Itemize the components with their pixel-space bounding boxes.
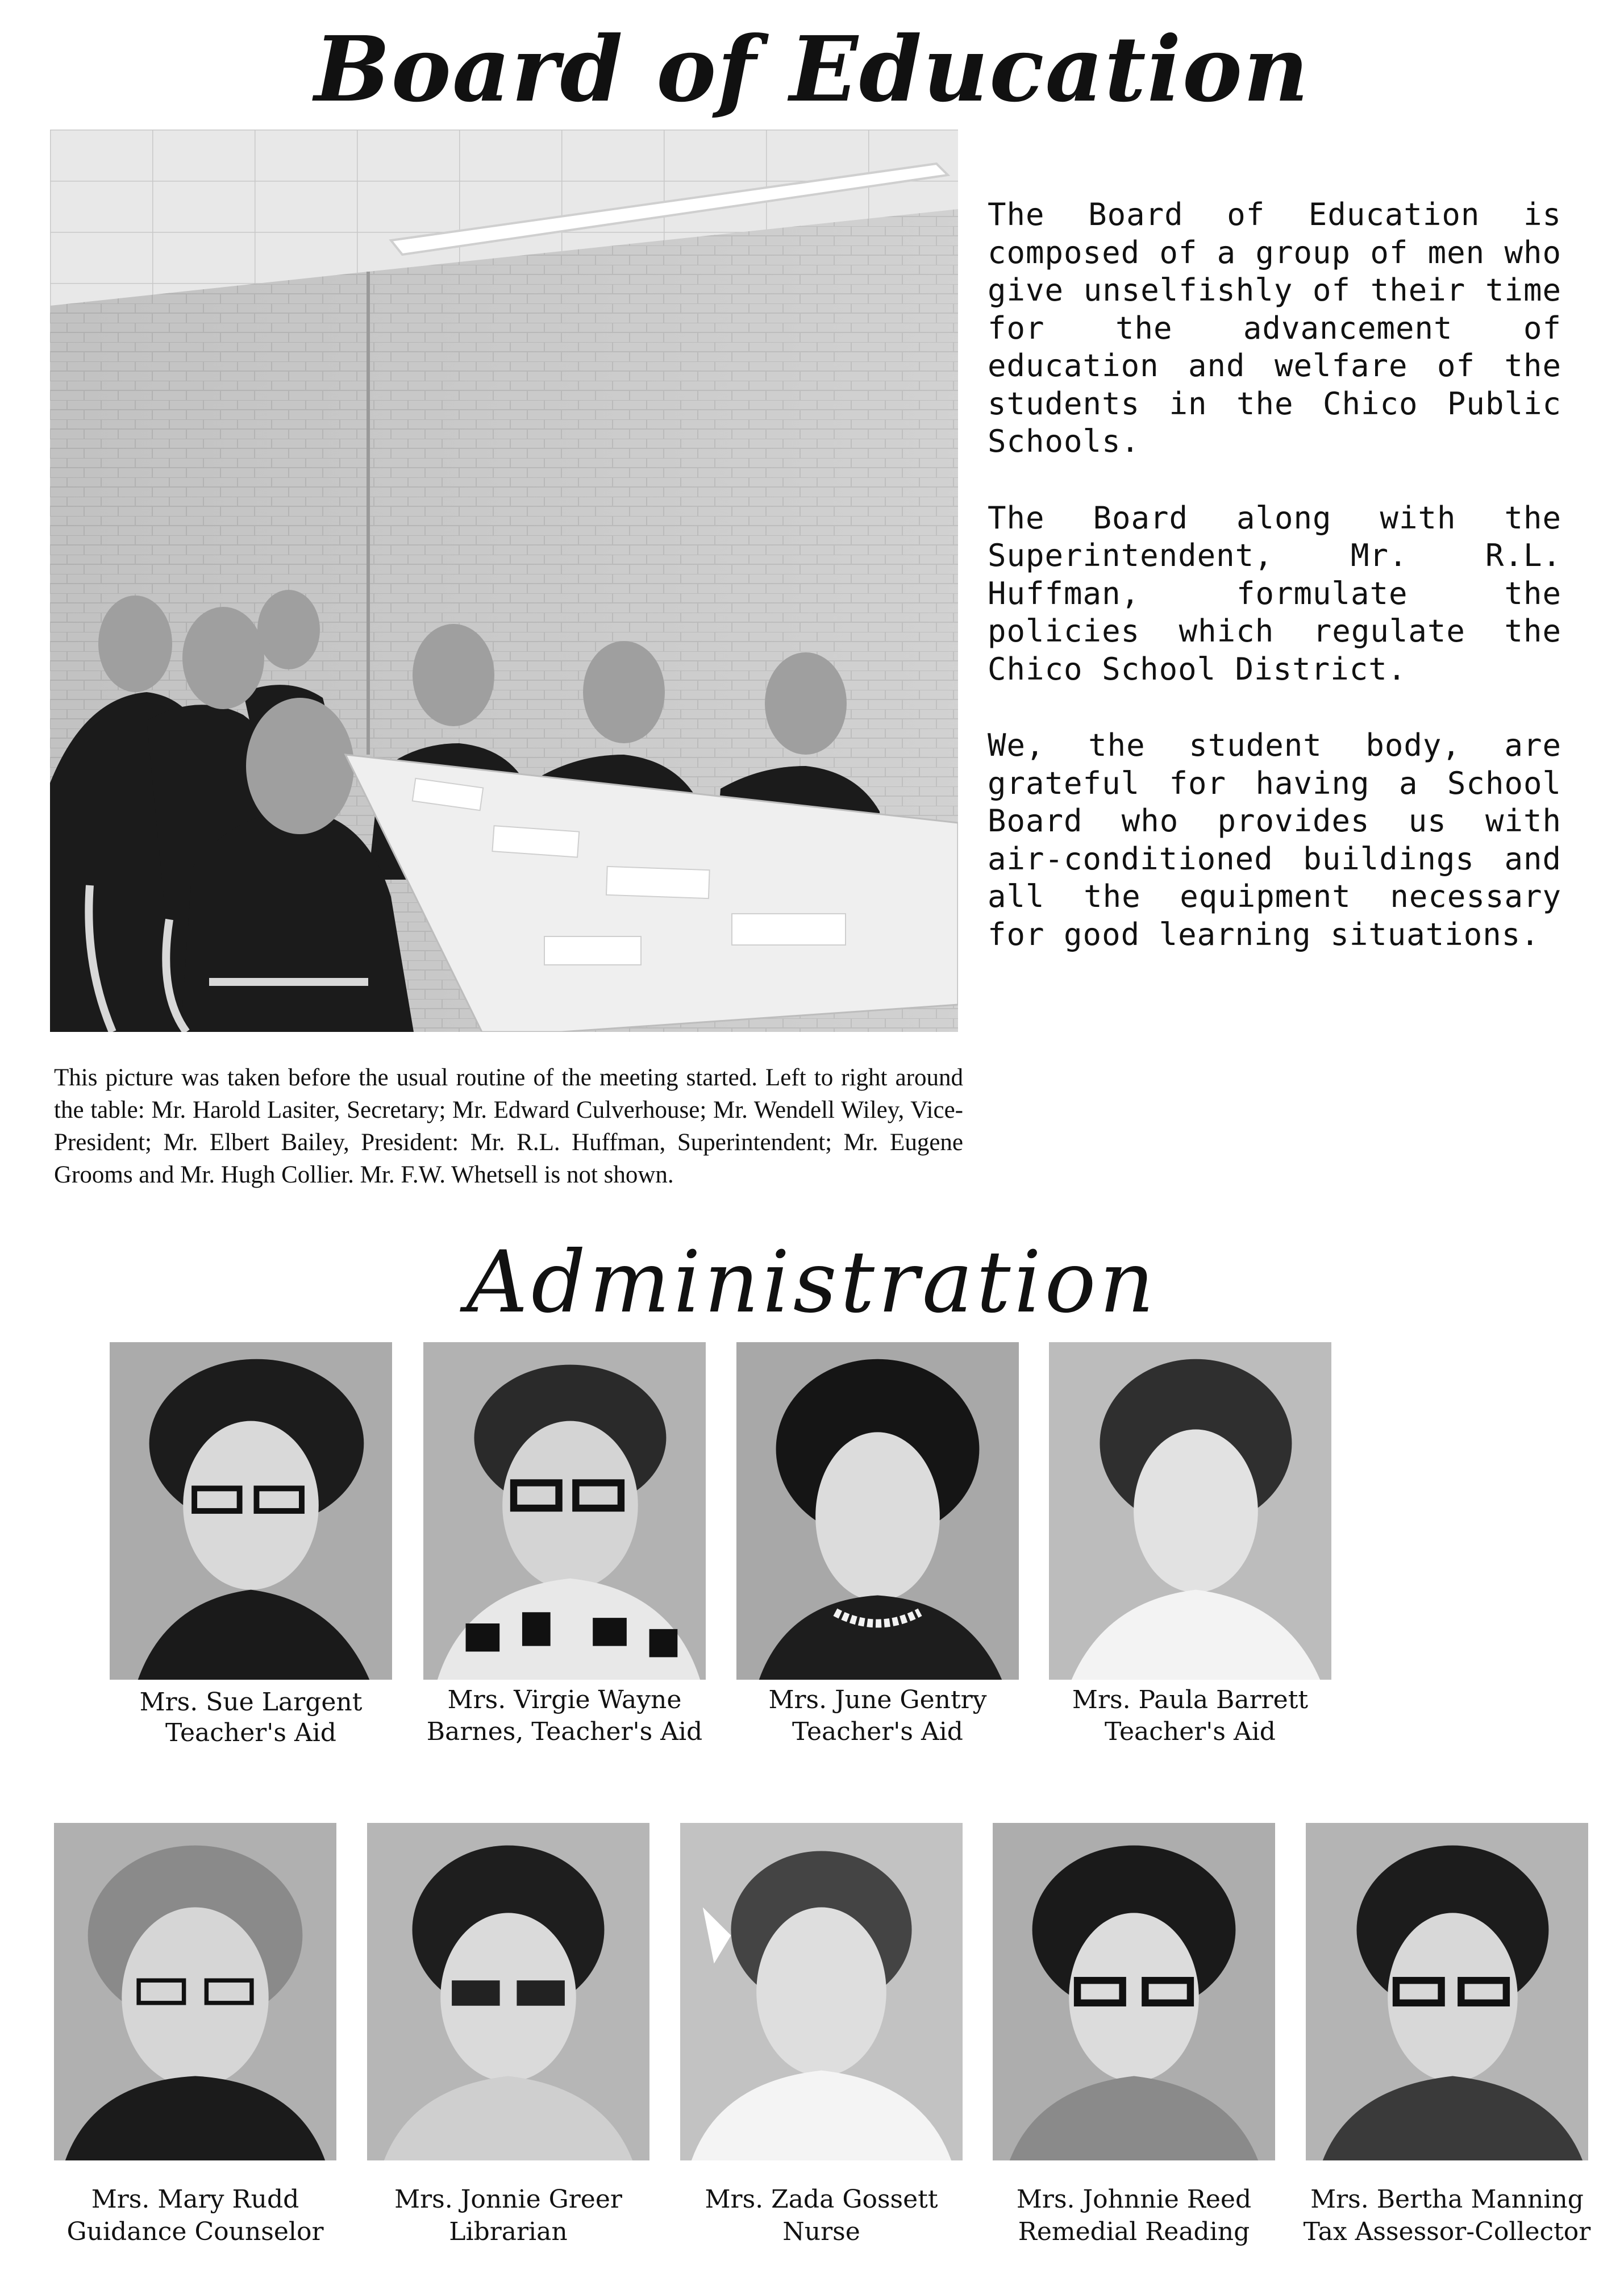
staff-name: Mrs. Virgie Wayne xyxy=(447,1685,682,1714)
staff-portrait xyxy=(993,1823,1275,2160)
staff-portrait xyxy=(367,1823,649,2160)
staff-name: Mrs. Johnnie Reed xyxy=(1016,2185,1252,2214)
staff-role: Guidance Counselor xyxy=(66,2217,324,2246)
board-meeting-photo xyxy=(50,130,958,1032)
staff-name: Mrs. Sue Largent xyxy=(139,1688,363,1717)
staff-role: Remedial Reading xyxy=(1018,2217,1250,2246)
staff-portrait xyxy=(54,1823,336,2160)
staff-role: Librarian xyxy=(449,2217,568,2246)
staff-name: Mrs. Paula Barrett xyxy=(1072,1685,1309,1714)
staff-name: Mrs. Bertha Manning xyxy=(1310,2185,1584,2214)
staff-role: Tax Assessor-Collector xyxy=(1303,2217,1591,2246)
staff-name: Mrs. June Gentry xyxy=(768,1685,987,1714)
staff-name: Mrs. Mary Rudd xyxy=(91,2185,299,2214)
board-paragraph: We, the student body, are grateful for having a School Board who provides us with air-conditioned buildings and all the equipment necessary for good learning situations. xyxy=(988,727,1561,952)
staff-name: Mrs. Jonnie Greer xyxy=(394,2185,622,2214)
staff-portrait xyxy=(1049,1342,1331,1680)
board-title: Board of Education xyxy=(314,17,1310,122)
staff-role: Barnes, Teacher's Aid xyxy=(426,1717,703,1746)
staff-role: Nurse xyxy=(782,2217,860,2246)
staff-role: Teacher's Aid xyxy=(792,1717,963,1746)
staff-portrait xyxy=(736,1342,1019,1680)
board-description xyxy=(988,196,1561,992)
administration-title: Administration xyxy=(466,1233,1158,1332)
staff-role: Teacher's Aid xyxy=(1105,1717,1276,1746)
photo-caption: This picture was taken before the usual routine of the meeting started. Left to right around the table: Mr. Harold Lasiter, Secretary; Mr. Edward Culverhouse; Mr. Wendell Wiley, Vice-President; Mr. Elbert Bailey, President: Mr. R.L. Huffman, Superintendent; Mr. Eugene Grooms and Mr. Hugh Collier. Mr. F.W. Whetsell is not shown. xyxy=(54,1064,963,1188)
board-paragraph: The Board along with the Superintendent, Mr. R.L. Huffman, formulate the policies which regulate the Chico School District. xyxy=(988,499,1561,687)
staff-portrait xyxy=(1306,1823,1588,2160)
staff-portrait xyxy=(680,1823,963,2160)
staff-portrait xyxy=(423,1342,706,1680)
staff-name: Mrs. Zada Gossett xyxy=(705,2185,938,2214)
staff-role: Teacher's Aid xyxy=(165,1718,336,1747)
staff-portrait xyxy=(110,1342,392,1680)
board-paragraph: The Board of Education is composed of a group of men who give unselfishly of their time for the advancement of education and welfare of the students in the Chico Public Schools. xyxy=(988,197,1561,459)
